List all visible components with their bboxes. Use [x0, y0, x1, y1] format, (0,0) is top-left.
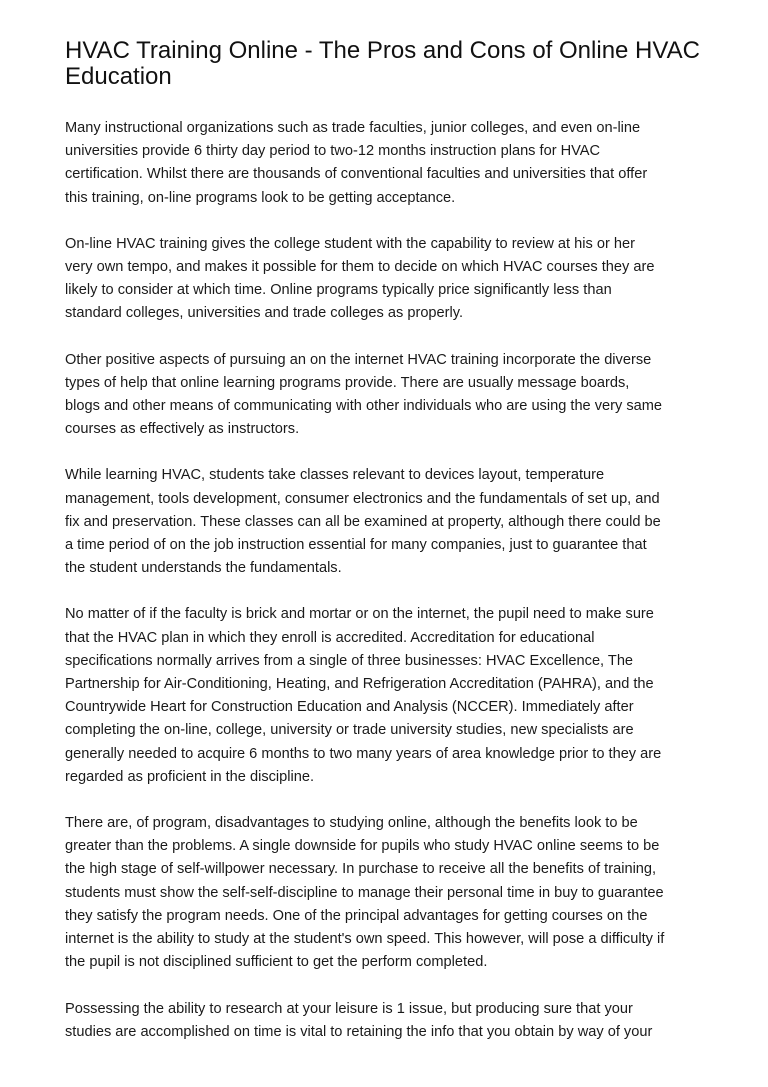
paragraph-2: [65, 233, 710, 326]
text-line: Partnership for Air-Conditioning, Heating, and Refrigeration Accreditation (PAHRA), and the: [65, 676, 654, 693]
text-line: certification. Whilst there are thousands of conventional faculties and universities that offer: [65, 166, 648, 183]
text-line: fix and preservation. These classes can all be examined at property, although there could be: [65, 513, 661, 530]
text-line: they satisfy the program needs. One of the principal advantages for getting courses on the: [65, 907, 648, 924]
text-line: standard colleges, universities and trade colleges as properly.: [65, 305, 464, 322]
text-line: the student understands the fundamentals.: [65, 560, 342, 577]
text-line: internet is the ability to study at the student's own speed. This however, will pose a difficulty if: [65, 931, 665, 948]
text-line: blogs and other means of communicating with other individuals who are using the very same: [65, 398, 663, 415]
text-line: Other positive aspects of pursuing an on the internet HVAC training incorporate the diverse: [65, 351, 652, 368]
text-line: management, tools development, consumer electronics and the fundamentals of set up, and: [65, 490, 660, 507]
text-line: specifications normally arrives from a single of three businesses: HVAC Excellence, The: [65, 652, 634, 669]
paragraph-3: [65, 349, 710, 442]
paragraph-5: [65, 603, 710, 789]
paragraph-7: [65, 998, 710, 1044]
text-line: On-line HVAC training gives the college student with the capability to review at his or her: [65, 235, 635, 252]
text-line: No matter of if the faculty is brick and mortar or on the internet, the pupil need to make sure: [65, 606, 654, 623]
text-line: very own tempo, and makes it possible for them to decide on which HVAC courses they are: [65, 259, 655, 276]
text-line: the high stage of self-willpower necessary. In purchase to receive all the benefits of training,: [65, 861, 657, 878]
text-line: a time period of on the job instruction essential for many companies, just to guarantee that: [65, 537, 647, 554]
text-line: While learning HVAC, students take classes relevant to devices layout, temperature: [65, 467, 605, 484]
paragraph-4: [65, 464, 710, 580]
document-title: [65, 38, 710, 90]
text-line: the pupil is not disciplined sufficient to get the perform completed.: [65, 954, 488, 971]
paragraph-1: [65, 117, 710, 210]
text-line: this training, on-line programs look to be getting acceptance.: [65, 189, 456, 206]
title-line: Education: [65, 63, 172, 90]
text-line: universities provide 6 thirty day period to two-12 months instruction plans for HVAC: [65, 143, 601, 160]
text-line: regarded as proficient in the discipline.: [65, 768, 315, 785]
paragraph-6: [65, 812, 710, 974]
text-line: Many instructional organizations such as trade faculties, junior colleges, and even on-line: [65, 120, 641, 136]
title-line: HVAC Training Online - The Pros and Cons of Online HVAC: [65, 37, 700, 64]
document-page: [65, 38, 710, 1067]
text-line: generally needed to acquire 6 months to two many years of area knowledge prior to they are: [65, 745, 662, 762]
text-line: completing the on-line, college, university or trade university studies, new specialists are: [65, 722, 634, 739]
text-line: Possessing the ability to research at your leisure is 1 issue, but producing sure that your: [65, 1000, 633, 1017]
text-line: courses as effectively as instructors.: [65, 421, 300, 438]
text-line: likely to consider at which time. Online programs typically price significantly less than: [65, 282, 612, 299]
text-line: There are, of program, disadvantages to studying online, although the benefits look to be: [65, 815, 638, 832]
text-line: studies are accomplished on time is vital to retaining the info that you obtain by way of your: [65, 1023, 653, 1040]
text-line: greater than the problems. A single downside for pupils who study HVAC online seems to be: [65, 838, 660, 855]
text-line: Countrywide Heart for Construction Education and Analysis (NCCER). Immediately after: [65, 699, 634, 716]
text-line: that the HVAC plan in which they enroll is accredited. Accreditation for educational: [65, 629, 595, 646]
text-line: types of help that online learning programs provide. There are usually message boards,: [65, 374, 630, 391]
text-line: students must show the self-self-discipline to manage their personal time in buy to guarantee: [65, 884, 664, 901]
